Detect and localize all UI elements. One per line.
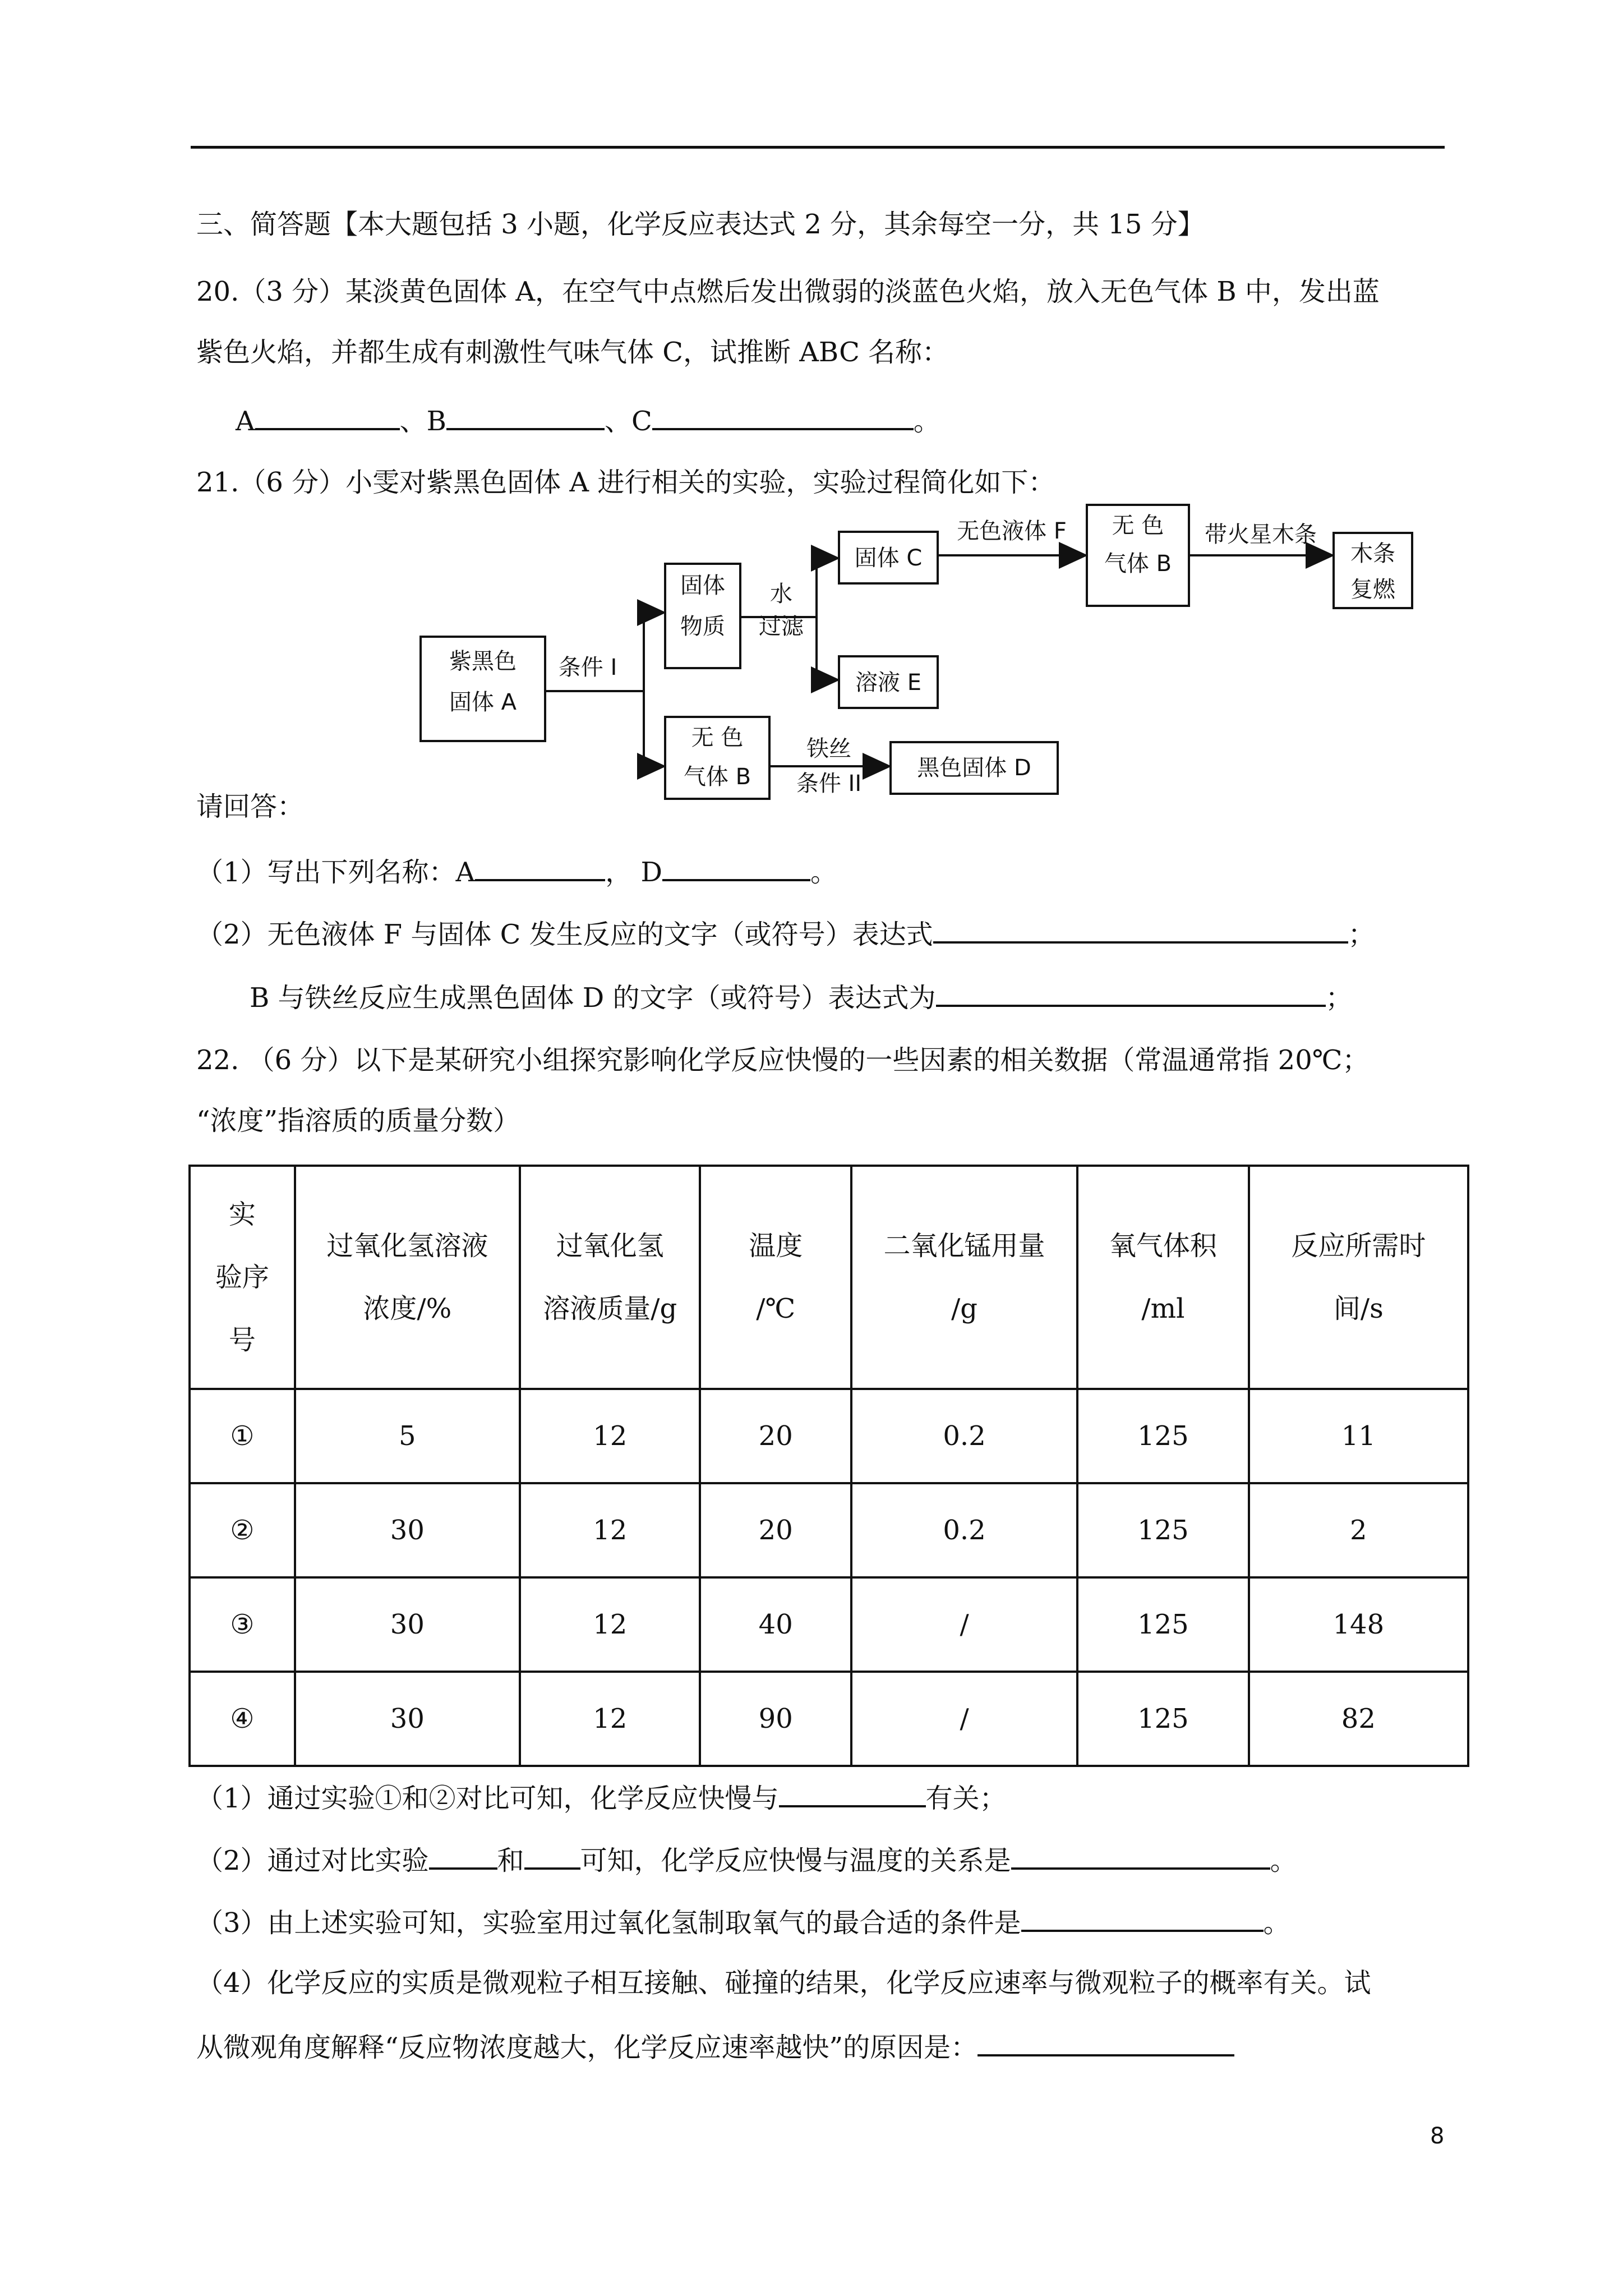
q22-line2: “浓度”指溶质的质量分数） <box>196 1105 520 1137</box>
header-mno2-amount: 二氧化锰用量 /g <box>851 1166 1077 1389</box>
q20-line1: 20.（3 分）某淡黄色固体 A，在空气中点燃后发出微弱的淡蓝色火焰，放入无色气体 B 中，发出蓝 <box>196 276 1380 307</box>
q21-semicolon-1: ； <box>1348 919 1375 950</box>
box-wood-line1: 木条 <box>1350 541 1395 567</box>
table-cell: 40 <box>700 1577 851 1672</box>
table-row <box>190 1577 1468 1672</box>
table-cell: ② <box>190 1483 295 1577</box>
section-heading: 三、简答题【本大题包括 3 小题，化学反应表达式 2 分，其余每空一分，共 15 分】 <box>196 209 1205 240</box>
q22-sub1 <box>196 1779 1007 1815</box>
page-number: 8 <box>1430 2123 1445 2149</box>
table-cell: 125 <box>1077 1483 1248 1577</box>
q22-sub1-end: 有关； <box>925 1783 1007 1814</box>
table-cell: 82 <box>1249 1672 1468 1766</box>
water-label: 水 <box>770 581 792 607</box>
q22-blank-1[interactable] <box>779 1779 926 1807</box>
box-wood-line2: 复燃 <box>1350 577 1395 602</box>
q22-blank-2b[interactable] <box>524 1842 580 1870</box>
q21-flow-diagram <box>0 0 1623 841</box>
table-cell: 12 <box>520 1672 700 1766</box>
box-gas-b-line2: 气体 B <box>683 764 751 790</box>
q22-sub4-line2 <box>196 2028 1234 2064</box>
box-a-line1: 紫黑色 <box>449 648 517 674</box>
table-cell: / <box>851 1577 1077 1672</box>
box-d-label: 黑色固体 D <box>917 755 1031 781</box>
q22-sub3 <box>196 1904 1290 1940</box>
table-cell: 12 <box>520 1577 700 1672</box>
header-reaction-time: 反应所需时 间/s <box>1249 1166 1468 1389</box>
q22-sub1-prompt: （1）通过实验①和②对比可知，化学反应快慢与 <box>196 1783 779 1814</box>
q21-part1 <box>196 853 837 889</box>
table-cell: 125 <box>1077 1672 1248 1766</box>
condition-2-label: 条件 II <box>796 771 862 797</box>
table-row <box>190 1672 1468 1766</box>
q21-part2-line2 <box>250 979 1353 1015</box>
table-cell: 12 <box>520 1389 700 1483</box>
q22-sub2-end: 。 <box>1270 1845 1297 1876</box>
box-solid-line1: 固体 <box>680 573 725 599</box>
table-cell: 0.2 <box>851 1389 1077 1483</box>
table-header-row <box>190 1166 1468 1389</box>
splint-label: 带火星木条 <box>1205 522 1317 547</box>
q22-sub3-prompt: （3）由上述实验可知，实验室用过氧化氢制取氧气的最合适的条件是 <box>196 1907 1021 1939</box>
q21-blank-d[interactable] <box>662 853 810 881</box>
box-gas-b-top-line2: 气体 B <box>1104 551 1172 577</box>
table-cell: 125 <box>1077 1577 1248 1672</box>
q22-sub2-and: 和 <box>497 1845 524 1876</box>
table-cell: 90 <box>700 1672 851 1766</box>
table-cell: 5 <box>295 1389 520 1483</box>
q22-sub2-mid: 可知，化学反应快慢与温度的关系是 <box>580 1845 1011 1876</box>
q22-sub4-prompt: 从微观角度解释“反应物浓度越大，化学反应速率越快”的原因是： <box>196 2032 978 2063</box>
condition-1-label: 条件 I <box>558 655 617 680</box>
q20-label-c: 、C <box>604 406 652 437</box>
q22-sub2-prompt: （2）通过对比实验 <box>196 1845 429 1876</box>
experiment-table <box>188 1165 1469 1767</box>
q20-line2: 紫色火焰，并都生成有刺激性气味气体 C，试推断 ABC 名称： <box>196 337 949 368</box>
q22-line1: 22. （6 分）以下是某研究小组探究影响化学反应快慢的一些因素的相关数据（常温通常指 20℃； <box>196 1045 1370 1076</box>
table-cell: 11 <box>1249 1389 1468 1483</box>
box-solid-line2: 物质 <box>680 614 725 639</box>
table-cell: ① <box>190 1389 295 1483</box>
table-cell: 20 <box>700 1483 851 1577</box>
table-cell: 148 <box>1249 1577 1468 1672</box>
q22-blank-2a[interactable] <box>429 1842 497 1870</box>
liquid-f-label: 无色液体 F <box>957 518 1067 544</box>
table-cell: 2 <box>1249 1483 1468 1577</box>
q22-sub3-end: 。 <box>1263 1907 1290 1939</box>
table-cell: ③ <box>190 1577 295 1672</box>
q21-semicolon-2: ； <box>1325 982 1353 1014</box>
table-cell: 20 <box>700 1389 851 1483</box>
q20-label-a: A <box>236 406 255 437</box>
header-concentration: 过氧化氢溶液 浓度/% <box>295 1166 520 1389</box>
table-cell: 0.2 <box>851 1483 1077 1577</box>
table-cell: 12 <box>520 1483 700 1577</box>
iron-wire-label: 铁丝 <box>806 736 851 762</box>
q22-blank-4[interactable] <box>978 2028 1234 2056</box>
q22-blank-2c[interactable] <box>1011 1842 1270 1870</box>
table-cell: 125 <box>1077 1389 1248 1483</box>
q22-blank-3[interactable] <box>1021 1904 1264 1932</box>
q21-part2-line1 <box>196 915 1375 951</box>
box-e-label: 溶液 E <box>855 670 921 696</box>
q21-intro: 21.（6 分）小雯对紫黑色固体 A 进行相关的实验，实验过程简化如下： <box>196 467 1055 498</box>
table-cell: 30 <box>295 1577 520 1672</box>
q21-part1-label-a: （1）写出下列名称：A <box>196 857 476 888</box>
table-row <box>190 1389 1468 1483</box>
q21-blank-a[interactable] <box>475 853 605 881</box>
q20-end: 。 <box>913 406 940 437</box>
box-a-line2: 固体 A <box>449 689 517 715</box>
q21-please-answer: 请回答： <box>196 791 305 822</box>
header-exp-no: 实 验序 号 <box>190 1166 295 1389</box>
header-solution-mass: 过氧化氢 溶液质量/g <box>520 1166 700 1389</box>
table-cell: 30 <box>295 1672 520 1766</box>
q21-blank-expression-1[interactable] <box>933 915 1348 944</box>
table-cell: / <box>851 1672 1077 1766</box>
box-c-label: 固体 C <box>854 545 923 571</box>
header-temperature: 温度 /℃ <box>700 1166 851 1389</box>
filter-label: 过滤 <box>759 614 804 639</box>
q21-blank-expression-2[interactable] <box>936 979 1326 1007</box>
q22-sub4-line1: （4）化学反应的实质是微观粒子相互接触、碰撞的结果，化学反应速率与微观粒子的概率有关。试 <box>196 1967 1371 1999</box>
q20-label-b: 、B <box>399 406 446 437</box>
box-gas-b-top-line1: 无 色 <box>1112 513 1164 539</box>
q21-part2-prompt1: （2）无色液体 F 与固体 C 发生反应的文字（或符号）表达式 <box>196 919 933 950</box>
q21-part1-end: 。 <box>810 857 837 888</box>
table-row <box>190 1483 1468 1577</box>
q21-part1-label-d: ， D <box>605 857 662 888</box>
q22-sub2 <box>196 1842 1297 1878</box>
box-gas-b-line1: 无 色 <box>691 725 744 751</box>
q21-part2-prompt2: B 与铁丝反应生成黑色固体 D 的文字（或符号）表达式为 <box>250 982 936 1014</box>
table-cell: 30 <box>295 1483 520 1577</box>
header-oxygen-volume: 氧气体积 /ml <box>1077 1166 1248 1389</box>
table-cell: ④ <box>190 1672 295 1766</box>
